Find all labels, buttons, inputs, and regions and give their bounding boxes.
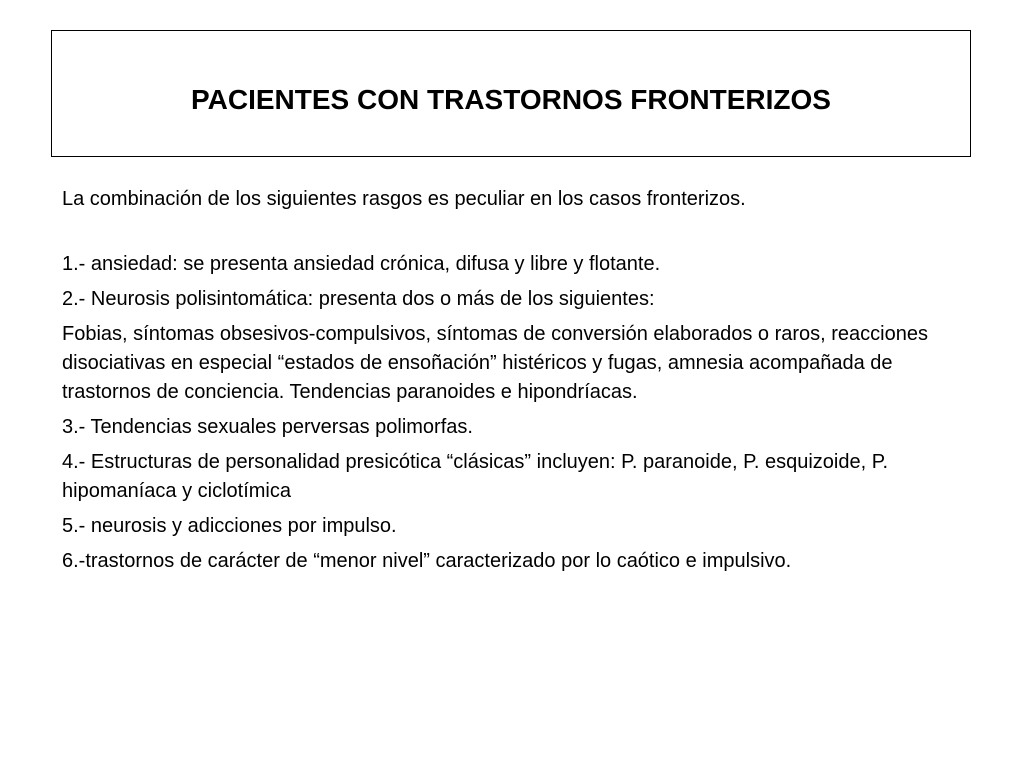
symptoms-paragraph: Fobias, síntomas obsesivos-compulsivos, síntomas de conversión elaborados o raros, reacciones disociativas en especial “estados de ensoñación” histéricos y fugas, amnesia acompañada de trastornos de conciencia. Tendencias paranoides e hipondríacas. — [62, 323, 928, 403]
list-item-3: 3.- Tendencias sexuales perversas polimorfas. — [62, 416, 473, 438]
title-box — [51, 30, 971, 157]
list-item-2: 2.- Neurosis polisintomática: presenta dos o más de los siguientes: — [62, 288, 655, 310]
list-item-5: 5.- neurosis y adicciones por impulso. — [62, 515, 397, 537]
list-item-1: 1.- ansiedad: se presenta ansiedad crónica, difusa y libre y flotante. — [62, 253, 661, 275]
slide-body — [62, 185, 972, 582]
slide-title: PACIENTES CON TRASTORNOS FRONTERIZOS — [191, 83, 831, 115]
list-item-4: 4.- Estructuras de personalidad presicótica “clásicas” incluyen: P. paranoide, P. esquizoide, P. hipomaníaca y ciclotímica — [62, 451, 889, 502]
intro-paragraph: La combinación de los siguientes rasgos es peculiar en los casos fronterizos. — [62, 188, 746, 210]
list-item-6: 6.-trastornos de carácter de “menor nivel” caracterizado por lo caótico e impulsivo. — [62, 550, 792, 572]
